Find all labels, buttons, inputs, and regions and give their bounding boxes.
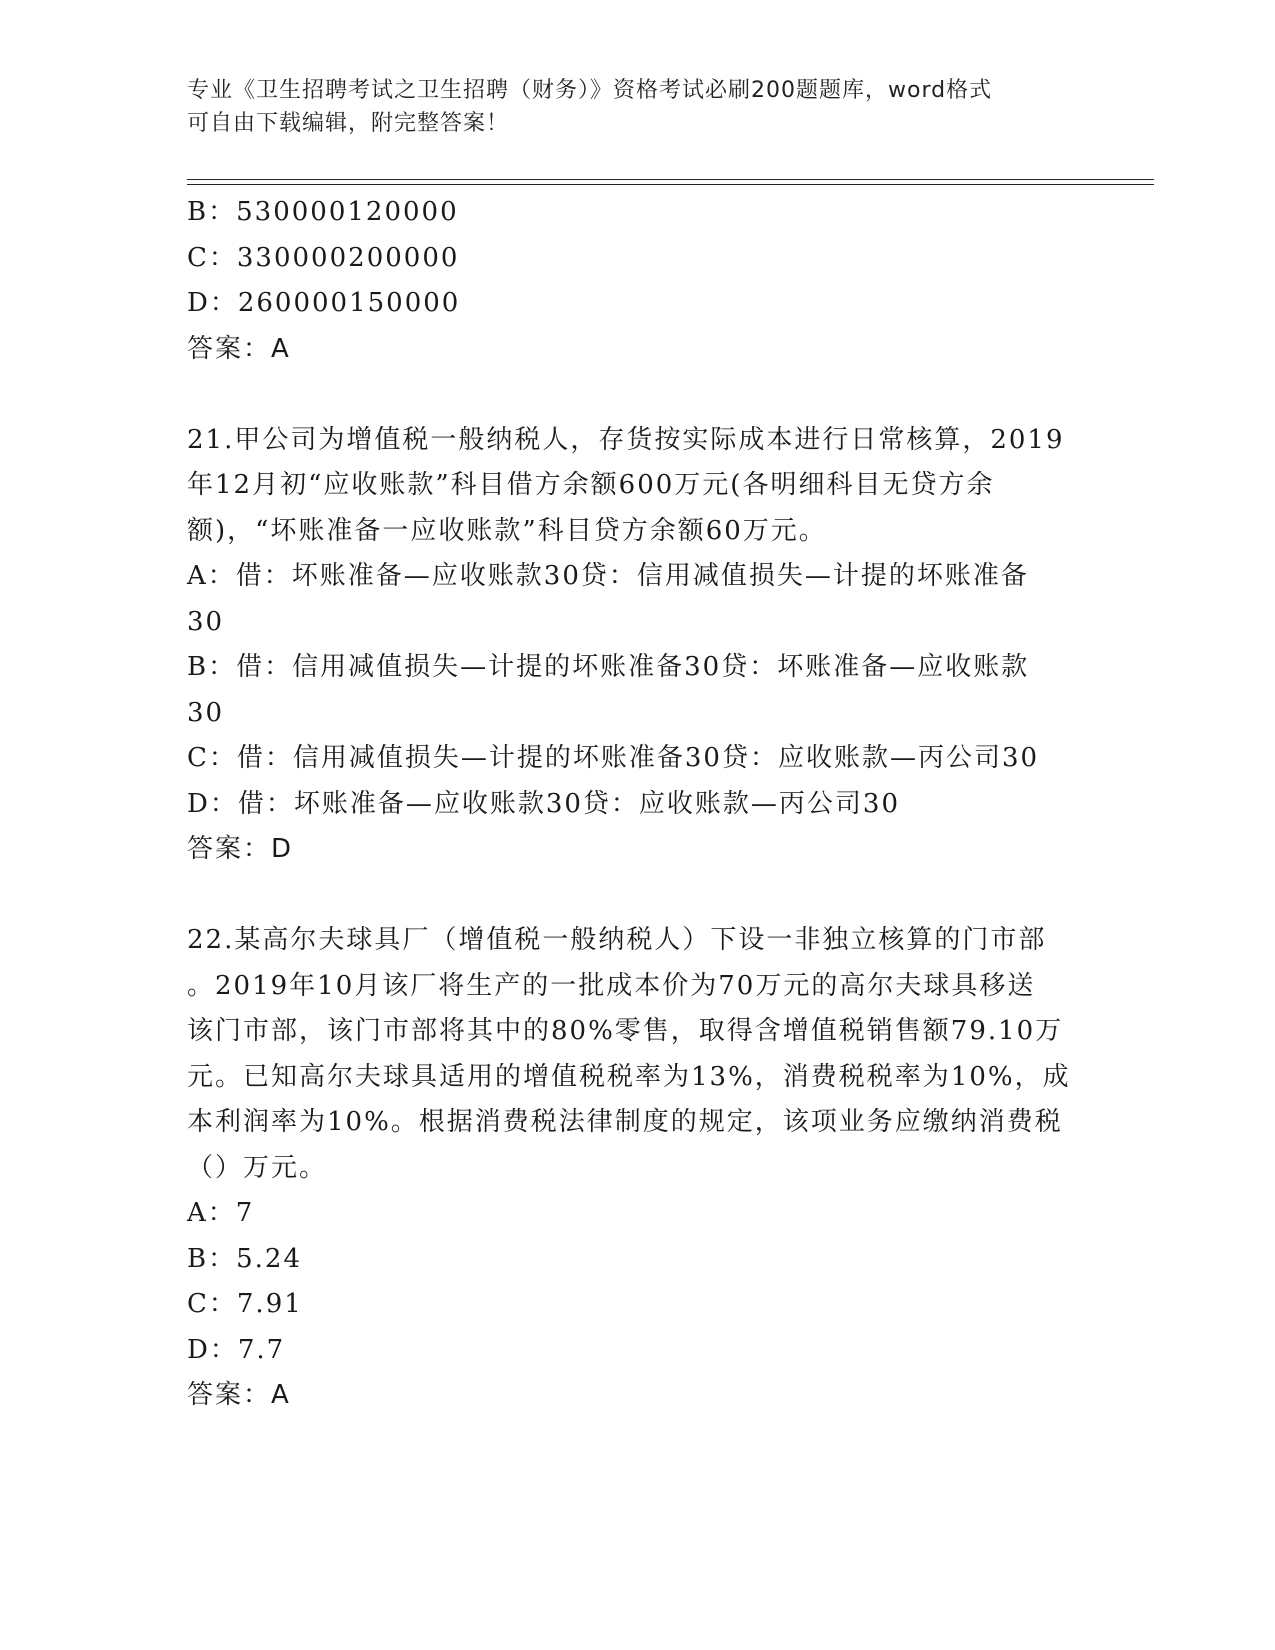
option-a-continued: 30: [187, 606, 225, 637]
option-b: B：5.24: [187, 1243, 302, 1274]
option-a: A：7: [187, 1198, 255, 1228]
question-stem-line: 额)，“坏账准备一应收账款”科目贷方余额60万元。: [187, 515, 827, 546]
answer-line: 答案：D: [187, 834, 294, 864]
header-divider-top: [187, 179, 1154, 180]
question-stem-line: 。2019年10月该厂将生产的一批成本价为70万元的高尔夫球具移送: [187, 970, 1036, 1001]
option-c: C：借：信用减值损失—计提的坏账准备30贷：应收账款—丙公司30: [187, 743, 1040, 773]
question-stem-line: 年12月初“应收账款”科目借方余额600万元(各明细科目无贷方余: [187, 470, 995, 500]
option-d: D：260000150000: [187, 288, 461, 318]
option-b: B：530000120000: [187, 197, 459, 227]
question-content: [187, 190, 1087, 1419]
question-block-21: [187, 418, 1087, 873]
question-stem-line: 元。已知高尔夫球具适用的增值税税率为13%，消费税税率为10%，成: [187, 1061, 1071, 1092]
question-block-22: [187, 918, 1087, 1419]
question-stem-line: 21.甲公司为增值税一般纳税人，存货按实际成本进行日常核算，2019: [187, 424, 1065, 455]
question-stem-line: （）万元。: [187, 1152, 328, 1183]
header-divider-bottom: [187, 184, 1154, 185]
question-stem-line: 该门市部，该门市部将其中的80%零售，取得含增值税销售额79.10万: [187, 1016, 1064, 1046]
spacer: [187, 873, 1087, 919]
option-d: D：7.7: [187, 1334, 286, 1365]
option-c: C：7.91: [187, 1289, 303, 1319]
option-c: C：330000200000: [187, 242, 460, 273]
option-b-continued: 30: [187, 697, 225, 728]
answer-line: 答案：A: [187, 1380, 291, 1410]
option-d: D：借：坏账准备—应收账款30贷：应收账款—丙公司30: [187, 788, 901, 819]
question-stem-line: 本利润率为10%。根据消费税法律制度的规定，该项业务应缴纳消费税: [187, 1107, 1063, 1137]
question-stem-line: 22.某高尔夫球具厂（增值税一般纳税人）下设一非独立核算的门市部: [187, 925, 1047, 955]
header-line: 专业《卫生招聘考试之卫生招聘（财务）》资格考试必刷200题题库，word格式: [187, 78, 993, 103]
header-line: 可自由下载编辑，附完整答案！: [187, 111, 510, 136]
option-a: A：借：坏账准备—应收账款30贷：信用减值损失—计提的坏账准备: [187, 561, 1029, 591]
question-block-20: [187, 190, 1087, 372]
spacer: [187, 372, 1087, 418]
answer-line: 答案：A: [187, 333, 291, 364]
document-header: [187, 74, 1087, 140]
option-b: B：借：信用减值损失—计提的坏账准备30贷：坏账准备—应收账款: [187, 652, 1030, 682]
